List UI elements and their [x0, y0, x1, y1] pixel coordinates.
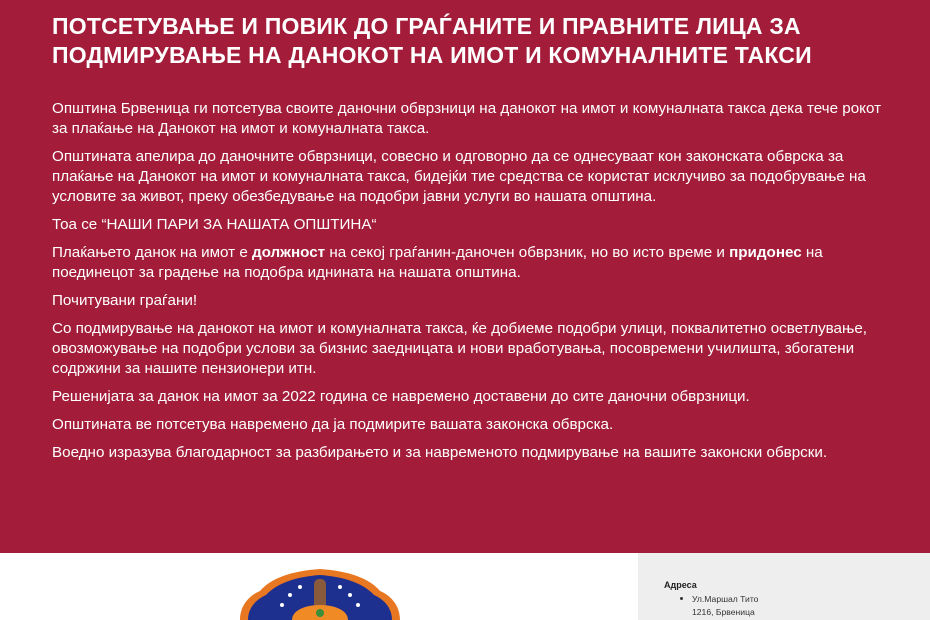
paragraph-4-contribution: придонес [729, 244, 802, 261]
paragraph-5: Почитувани граѓани! [52, 292, 198, 309]
paragraph-4 [52, 243, 892, 283]
address-street: Ул.Маршал Тито [692, 594, 759, 604]
notice-title-line2: ПОДМИРУВАЊЕ НА ДАНОКОТ НА ИМОТ И КОМУНАЛНИТЕ ТАКСИ [52, 42, 812, 68]
address-bullet [680, 597, 683, 600]
address-lines [692, 593, 758, 619]
paragraph-4-duty: должност [252, 244, 326, 261]
paragraph-4-c: на секој граѓанин-даночен обврзник, но во исто време и [325, 244, 730, 261]
paragraph-6: Со подмирување на данокот на имот и комуналната такса, ќе добиеме подобри улици, поквалитетно осветлување, овозможување на подобри услови за бизнис заедницата и нови вработувања, посовремени училишта, збогатени содржини за нашите пензионери итн. [52, 320, 868, 377]
address-city: 1216, Брвеница [692, 607, 755, 617]
address-title: Адреса [664, 580, 697, 590]
paragraph-4-e: на поединецот за градење на подобра иднината на нашата општина. [52, 244, 823, 281]
municipality-emblem-icon [230, 565, 410, 620]
paragraph-1: Општина Брвеница ги потсетува своите даночни обврзници на данокот на имот и комуналната такса дека тече рокот за плаќање на Данокот на имот и комуналната такса. [52, 100, 882, 137]
notice-title [52, 12, 902, 70]
paragraph-7: Решенијата за данок на имот за 2022 година се навремено доставени до сите даночни обврзници. [52, 388, 750, 405]
paragraph-9: Воедно изразува благодарност за разбирањето и за навременото подмирување на вашите законски обврски. [52, 444, 828, 461]
paragraph-8: Општината ве потсетува навремено да ја подмирите вашата законска обврска. [52, 416, 614, 433]
notice-body [52, 99, 892, 471]
address-box [638, 553, 930, 620]
page-footer [0, 553, 930, 620]
notice-title-line1: ПОТСЕТУВАЊЕ И ПОВИК ДО ГРАЃАНИТЕ И ПРАВНИТЕ ЛИЦА ЗА [52, 13, 801, 39]
paragraph-4-a: Плаќањето данок на имот е [52, 244, 252, 261]
paragraph-2: Општината апелира до даночните обврзници, совесно и одговорно да се однесуваат кон законската обврска за плаќање на Данокот на имот и комуналната такса, бидејќи тие средства се користат исклучиво за подобрување на условите за живот, преку обезбедување на подобри јавни услуги во нашата општина. [52, 148, 866, 205]
paragraph-3: Тоа се “НАШИ ПАРИ ЗА НАШАТА ОПШТИНА“ [52, 216, 377, 233]
